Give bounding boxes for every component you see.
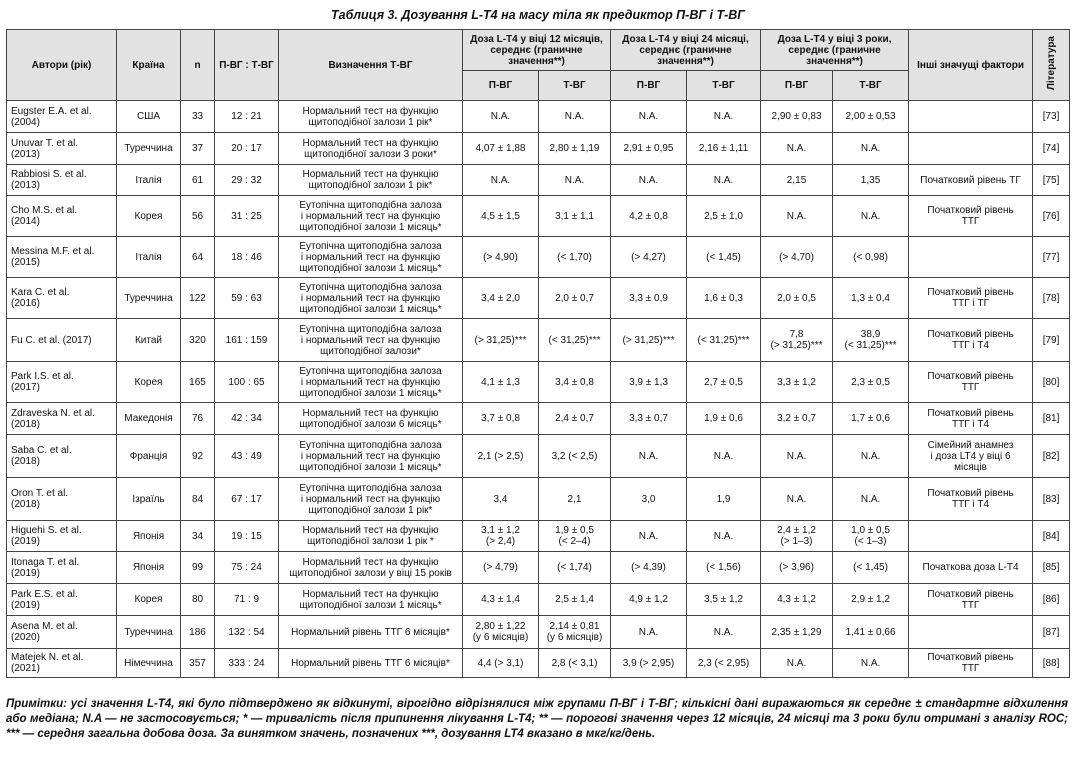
cell-author: Cho M.S. et al. (2014) — [7, 196, 117, 237]
cell-ratio: 42 : 34 — [215, 403, 279, 435]
cell-dose24-pvg: 4,2 ± 0,8 — [611, 196, 687, 237]
cell-dose12-tvg: 3,1 ± 1,1 — [539, 196, 611, 237]
header-pvg-24: П-ВГ — [611, 71, 687, 101]
cell-dose24-tvg: 1,9 — [687, 478, 761, 521]
cell-author: Asena M. et al. (2020) — [7, 616, 117, 649]
cell-country: Китай — [117, 319, 181, 362]
table-row — [7, 196, 1070, 237]
cell-literature: [87] — [1033, 616, 1070, 649]
table-row — [7, 649, 1070, 678]
cell-dose12-tvg: 1,9 ± 0,5 (< 2–4) — [539, 521, 611, 552]
cell-dose24-tvg: N.A. — [687, 521, 761, 552]
cell-country: Ізраїль — [117, 478, 181, 521]
cell-dose12-pvg: 4,4 (> 3,1) — [463, 649, 539, 678]
cell-other-factors: Початковий рівень ТГ — [909, 165, 1033, 196]
table-row — [7, 552, 1070, 584]
cell-author: Park I.S. et al. (2017) — [7, 362, 117, 403]
cell-dose24-pvg: 3,3 ± 0,7 — [611, 403, 687, 435]
cell-dose12-pvg: 4,07 ± 1,88 — [463, 133, 539, 165]
cell-ratio: 333 : 24 — [215, 649, 279, 678]
cell-dose12-tvg: (< 1,70) — [539, 237, 611, 278]
cell-ratio: 12 : 21 — [215, 101, 279, 133]
cell-dose3y-tvg: 1,41 ± 0,66 — [833, 616, 909, 649]
cell-other-factors — [909, 616, 1033, 649]
cell-n: 56 — [181, 196, 215, 237]
cell-dose3y-pvg: (> 4,70) — [761, 237, 833, 278]
cell-ratio: 67 : 17 — [215, 478, 279, 521]
cell-dose12-pvg: 3,4 — [463, 478, 539, 521]
cell-dose24-tvg: 2,3 (< 2,95) — [687, 649, 761, 678]
cell-other-factors — [909, 101, 1033, 133]
cell-definition: Еутопічна щитоподібна залоза і нормальний тест на функцію щитоподібної залози 1 рік* — [279, 478, 463, 521]
header-tvg-3y: Т-ВГ — [833, 71, 909, 101]
cell-dose12-pvg: 4,3 ± 1,4 — [463, 584, 539, 616]
table-body — [7, 101, 1070, 678]
cell-dose12-pvg: N.A. — [463, 101, 539, 133]
cell-n: 34 — [181, 521, 215, 552]
header-dose-24-months: Доза L-T4 у віці 24 місяці, середнє (граничне значення**) — [611, 30, 761, 71]
cell-country: Італія — [117, 237, 181, 278]
cell-other-factors: Початковий рівень ТТГ — [909, 196, 1033, 237]
cell-dose24-tvg: N.A. — [687, 165, 761, 196]
cell-dose24-tvg: (< 31,25)*** — [687, 319, 761, 362]
cell-definition: Еутопічна щитоподібна залоза і нормальний тест на функцію щитоподібної залози 1 місяць* — [279, 196, 463, 237]
cell-dose24-pvg: 4,9 ± 1,2 — [611, 584, 687, 616]
cell-dose24-tvg: 1,9 ± 0,6 — [687, 403, 761, 435]
cell-n: 165 — [181, 362, 215, 403]
cell-author: Rabbiosi S. et al. (2013) — [7, 165, 117, 196]
cell-country: Корея — [117, 362, 181, 403]
cell-n: 76 — [181, 403, 215, 435]
cell-ratio: 29 : 32 — [215, 165, 279, 196]
table-row — [7, 362, 1070, 403]
cell-dose12-tvg: 2,80 ± 1,19 — [539, 133, 611, 165]
cell-definition: Еутопічна щитоподібна залоза і нормальний тест на функцію щитоподібної залози 1 місяць* — [279, 362, 463, 403]
cell-dose24-tvg: (< 1,56) — [687, 552, 761, 584]
cell-country: Туреччина — [117, 278, 181, 319]
cell-n: 64 — [181, 237, 215, 278]
cell-dose3y-tvg: N.A. — [833, 478, 909, 521]
cell-dose3y-pvg: N.A. — [761, 435, 833, 478]
cell-definition: Нормальний рівень ТТГ 6 місяців* — [279, 649, 463, 678]
table-row — [7, 278, 1070, 319]
cell-dose3y-pvg: 7,8 (> 31,25)*** — [761, 319, 833, 362]
cell-dose24-pvg: 3,9 (> 2,95) — [611, 649, 687, 678]
cell-author: Park E.S. et al. (2019) — [7, 584, 117, 616]
cell-author: Zdraveska N. et al. (2018) — [7, 403, 117, 435]
cell-dose24-pvg: 3,3 ± 0,9 — [611, 278, 687, 319]
dosage-table — [6, 29, 1070, 678]
cell-other-factors: Початковий рівень ТТГ і ТГ — [909, 278, 1033, 319]
cell-dose3y-pvg: 2,4 ± 1,2 (> 1–3) — [761, 521, 833, 552]
cell-dose3y-pvg: 2,35 ± 1,29 — [761, 616, 833, 649]
cell-country: Німеччина — [117, 649, 181, 678]
cell-author: Higuehi S. et al. (2019) — [7, 521, 117, 552]
cell-n: 186 — [181, 616, 215, 649]
table-row — [7, 237, 1070, 278]
cell-literature: [82] — [1033, 435, 1070, 478]
cell-definition: Нормальний тест на функцію щитоподібної залози 1 місяць* — [279, 584, 463, 616]
cell-dose3y-pvg: N.A. — [761, 196, 833, 237]
cell-dose24-tvg: N.A. — [687, 435, 761, 478]
cell-dose24-tvg: N.A. — [687, 101, 761, 133]
cell-ratio: 132 : 54 — [215, 616, 279, 649]
table-row — [7, 435, 1070, 478]
cell-dose12-pvg: (> 4,79) — [463, 552, 539, 584]
cell-dose3y-pvg: (> 3,96) — [761, 552, 833, 584]
cell-ratio: 71 : 9 — [215, 584, 279, 616]
cell-other-factors: Початковий рівень ТТГ — [909, 584, 1033, 616]
header-definition: Визначення Т-ВГ — [279, 30, 463, 101]
table-row — [7, 101, 1070, 133]
cell-ratio: 75 : 24 — [215, 552, 279, 584]
cell-dose3y-tvg: 1,7 ± 0,6 — [833, 403, 909, 435]
cell-author: Fu C. et al. (2017) — [7, 319, 117, 362]
cell-dose3y-tvg: 1,0 ± 0,5 (< 1–3) — [833, 521, 909, 552]
table-row — [7, 521, 1070, 552]
cell-n: 99 — [181, 552, 215, 584]
cell-dose3y-tvg: N.A. — [833, 649, 909, 678]
cell-dose24-pvg: 2,91 ± 0,95 — [611, 133, 687, 165]
cell-definition: Нормальний тест на функцію щитоподібної залози у віці 15 років — [279, 552, 463, 584]
cell-ratio: 43 : 49 — [215, 435, 279, 478]
cell-n: 92 — [181, 435, 215, 478]
cell-n: 37 — [181, 133, 215, 165]
cell-country: Японія — [117, 552, 181, 584]
cell-n: 80 — [181, 584, 215, 616]
cell-ratio: 31 : 25 — [215, 196, 279, 237]
cell-dose24-pvg: N.A. — [611, 101, 687, 133]
header-authors: Автори (рік) — [7, 30, 117, 101]
cell-dose12-pvg: (> 4,90) — [463, 237, 539, 278]
cell-dose3y-tvg: (< 0,98) — [833, 237, 909, 278]
literature-label: Література — [1045, 36, 1057, 91]
cell-literature: [74] — [1033, 133, 1070, 165]
cell-other-factors: Початковий рівень ТТГ — [909, 362, 1033, 403]
cell-dose24-pvg: N.A. — [611, 165, 687, 196]
cell-author: Messina M.F. et al. (2015) — [7, 237, 117, 278]
cell-n: 357 — [181, 649, 215, 678]
cell-dose12-tvg: 2,14 ± 0,81 (у 6 місяців) — [539, 616, 611, 649]
cell-dose3y-pvg: 2,90 ± 0,83 — [761, 101, 833, 133]
cell-literature: [84] — [1033, 521, 1070, 552]
cell-dose24-tvg: 2,7 ± 0,5 — [687, 362, 761, 403]
cell-author: Oron T. et al. (2018) — [7, 478, 117, 521]
cell-dose3y-tvg: 2,9 ± 1,2 — [833, 584, 909, 616]
cell-other-factors: Початковий рівень ТТГ — [909, 649, 1033, 678]
cell-dose3y-tvg: 1,3 ± 0,4 — [833, 278, 909, 319]
cell-dose3y-pvg: 4,3 ± 1,2 — [761, 584, 833, 616]
cell-dose24-pvg: N.A. — [611, 435, 687, 478]
cell-definition: Нормальний рівень ТТГ 6 місяців* — [279, 616, 463, 649]
cell-dose12-tvg: 2,1 — [539, 478, 611, 521]
cell-other-factors — [909, 521, 1033, 552]
cell-dose3y-tvg: 38,9 (< 31,25)*** — [833, 319, 909, 362]
header-pvg-12: П-ВГ — [463, 71, 539, 101]
cell-dose12-tvg: 2,5 ± 1,4 — [539, 584, 611, 616]
table-row — [7, 478, 1070, 521]
cell-dose12-pvg: 2,1 (> 2,5) — [463, 435, 539, 478]
cell-definition: Нормальний тест на функцію щитоподібної залози 1 рік * — [279, 521, 463, 552]
cell-other-factors: Початковий рівень ТТГ і Т4 — [909, 403, 1033, 435]
cell-ratio: 19 : 15 — [215, 521, 279, 552]
cell-country: Македонія — [117, 403, 181, 435]
header-tvg-24: Т-ВГ — [687, 71, 761, 101]
header-dose-3-years: Доза L-T4 у віці 3 роки, середнє (граничне значення**) — [761, 30, 909, 71]
header-other-factors: Інші значущі фактори — [909, 30, 1033, 101]
cell-dose12-pvg: N.A. — [463, 165, 539, 196]
cell-definition: Нормальний тест на функцію щитоподібної залози 6 місяць* — [279, 403, 463, 435]
cell-literature: [80] — [1033, 362, 1070, 403]
cell-dose24-pvg: N.A. — [611, 521, 687, 552]
cell-country: США — [117, 101, 181, 133]
cell-dose12-tvg: 3,2 (< 2,5) — [539, 435, 611, 478]
cell-other-factors: Початковий рівень ТТГ і Т4 — [909, 478, 1033, 521]
table-row — [7, 584, 1070, 616]
cell-dose12-tvg: 2,4 ± 0,7 — [539, 403, 611, 435]
cell-ratio: 20 : 17 — [215, 133, 279, 165]
cell-dose12-pvg: 3,4 ± 2,0 — [463, 278, 539, 319]
table-row — [7, 403, 1070, 435]
table-row — [7, 165, 1070, 196]
cell-dose12-tvg: (< 1,74) — [539, 552, 611, 584]
cell-dose3y-pvg: 2,0 ± 0,5 — [761, 278, 833, 319]
cell-dose24-pvg: 3,9 ± 1,3 — [611, 362, 687, 403]
cell-other-factors — [909, 237, 1033, 278]
cell-definition: Нормальний тест на функцію щитоподібної залози 3 роки* — [279, 133, 463, 165]
cell-dose12-tvg: (< 31,25)*** — [539, 319, 611, 362]
cell-country: Корея — [117, 584, 181, 616]
table-caption: Таблиця 3. Дозування L-T4 на масу тіла як предиктор П-ВГ і Т-ВГ — [331, 8, 745, 22]
cell-dose12-pvg: 2,80 ± 1,22 (у 6 місяців) — [463, 616, 539, 649]
cell-dose12-tvg: N.A. — [539, 165, 611, 196]
cell-ratio: 100 : 65 — [215, 362, 279, 403]
cell-literature: [78] — [1033, 278, 1070, 319]
cell-literature: [79] — [1033, 319, 1070, 362]
cell-dose24-tvg: 2,16 ± 1,11 — [687, 133, 761, 165]
cell-n: 320 — [181, 319, 215, 362]
table-row — [7, 133, 1070, 165]
cell-dose24-pvg: 3,0 — [611, 478, 687, 521]
cell-other-factors: Сімейний анамнез і доза LT4 у віці 6 місяців — [909, 435, 1033, 478]
cell-country: Японія — [117, 521, 181, 552]
cell-n: 61 — [181, 165, 215, 196]
cell-dose24-tvg: 2,5 ± 1,0 — [687, 196, 761, 237]
cell-dose12-pvg: (> 31,25)*** — [463, 319, 539, 362]
cell-dose3y-pvg: N.A. — [761, 478, 833, 521]
cell-definition: Еутопічна щитоподібна залоза і нормальний тест на функцію щитоподібної залози 1 місяць* — [279, 435, 463, 478]
cell-dose3y-pvg: N.A. — [761, 133, 833, 165]
cell-literature: [81] — [1033, 403, 1070, 435]
cell-literature: [73] — [1033, 101, 1070, 133]
cell-definition: Еутопічна щитоподібна залоза і нормальний тест на функцію щитоподібної залози* — [279, 319, 463, 362]
cell-country: Корея — [117, 196, 181, 237]
cell-dose24-tvg: (< 1,45) — [687, 237, 761, 278]
cell-author: Saba C. et al. (2018) — [7, 435, 117, 478]
cell-dose3y-tvg: 2,3 ± 0,5 — [833, 362, 909, 403]
cell-dose12-tvg: 2,8 (< 3,1) — [539, 649, 611, 678]
cell-literature: [77] — [1033, 237, 1070, 278]
header-pvg-3y: П-ВГ — [761, 71, 833, 101]
table-notes: Примітки: усі значення L-T4, які було підтверджено як відкинуті, вірогідно відрізнялися між групами П-ВГ і Т-ВГ; кількісні дані виражаються як середнє ± стандартне відхилення або медіана; N.A — не застосовується; * — тривалість після припинення лікування L-T4; ** — порогові значення через 12 місяців, 24 місяці та 3 роки були отримані з аналізу ROC; *** — середня загальна добова доза. За винятком значень, позначених ***, дозування LT4 вказано в мкг/кг/день. — [6, 698, 1068, 740]
cell-author: Itonaga T. et al. (2019) — [7, 552, 117, 584]
cell-dose24-pvg: (> 4,27) — [611, 237, 687, 278]
cell-dose24-tvg: N.A. — [687, 616, 761, 649]
cell-country: Франція — [117, 435, 181, 478]
header-dose-12-months: Доза L-T4 у віці 12 місяців, середнє (граничне значення**) — [463, 30, 611, 71]
cell-dose24-pvg: (> 31,25)*** — [611, 319, 687, 362]
cell-definition: Нормальний тест на функцію щитоподібної залози 1 рік* — [279, 101, 463, 133]
cell-literature: [75] — [1033, 165, 1070, 196]
cell-ratio: 161 : 159 — [215, 319, 279, 362]
cell-dose3y-pvg: 3,2 ± 0,7 — [761, 403, 833, 435]
header-ratio: П-ВГ : Т-ВГ — [215, 30, 279, 101]
cell-ratio: 18 : 46 — [215, 237, 279, 278]
cell-ratio: 59 : 63 — [215, 278, 279, 319]
cell-author: Matejek N. et al. (2021) — [7, 649, 117, 678]
cell-dose24-tvg: 3,5 ± 1,2 — [687, 584, 761, 616]
cell-dose3y-tvg: N.A. — [833, 196, 909, 237]
cell-dose3y-tvg: N.A. — [833, 133, 909, 165]
cell-country: Туреччина — [117, 616, 181, 649]
cell-dose3y-tvg: 2,00 ± 0,53 — [833, 101, 909, 133]
cell-dose12-pvg: 3,1 ± 1,2 (> 2,4) — [463, 521, 539, 552]
header-n: n — [181, 30, 215, 101]
cell-literature: [88] — [1033, 649, 1070, 678]
table-row — [7, 616, 1070, 649]
cell-country: Італія — [117, 165, 181, 196]
cell-author: Eugster E.A. et al. (2004) — [7, 101, 117, 133]
cell-definition: Еутопічна щитоподібна залоза і нормальний тест на функцію щитоподібної залози 1 місяць* — [279, 237, 463, 278]
cell-dose12-tvg: 3,4 ± 0,8 — [539, 362, 611, 403]
cell-country: Туреччина — [117, 133, 181, 165]
cell-dose3y-tvg: 1,35 — [833, 165, 909, 196]
cell-dose3y-pvg: N.A. — [761, 649, 833, 678]
cell-literature: [86] — [1033, 584, 1070, 616]
cell-dose3y-pvg: 3,3 ± 1,2 — [761, 362, 833, 403]
cell-dose3y-tvg: N.A. — [833, 435, 909, 478]
cell-literature: [83] — [1033, 478, 1070, 521]
cell-n: 84 — [181, 478, 215, 521]
cell-dose24-pvg: (> 4,39) — [611, 552, 687, 584]
cell-literature: [76] — [1033, 196, 1070, 237]
cell-dose24-pvg: N.A. — [611, 616, 687, 649]
cell-n: 122 — [181, 278, 215, 319]
cell-author: Kara C. et al. (2016) — [7, 278, 117, 319]
table-row — [7, 319, 1070, 362]
header-tvg-12: Т-ВГ — [539, 71, 611, 101]
cell-n: 33 — [181, 101, 215, 133]
cell-author: Unuvar T. et al. (2013) — [7, 133, 117, 165]
cell-definition: Нормальний тест на функцію щитоподібної залози 1 рік* — [279, 165, 463, 196]
cell-other-factors: Початкова доза L-T4 — [909, 552, 1033, 584]
cell-dose3y-tvg: (< 1,45) — [833, 552, 909, 584]
header-country: Країна — [117, 30, 181, 101]
header-literature — [1033, 30, 1070, 101]
cell-dose12-tvg: 2,0 ± 0,7 — [539, 278, 611, 319]
cell-dose12-pvg: 3,7 ± 0,8 — [463, 403, 539, 435]
cell-literature: [85] — [1033, 552, 1070, 584]
cell-other-factors: Початковий рівень ТТГ і Т4 — [909, 319, 1033, 362]
cell-dose3y-pvg: 2,15 — [761, 165, 833, 196]
cell-dose12-pvg: 4,5 ± 1,5 — [463, 196, 539, 237]
cell-definition: Еутопічна щитоподібна залоза і нормальний тест на функцію щитоподібної залози 1 місяць* — [279, 278, 463, 319]
cell-other-factors — [909, 133, 1033, 165]
cell-dose12-pvg: 4,1 ± 1,3 — [463, 362, 539, 403]
cell-dose24-tvg: 1,6 ± 0,3 — [687, 278, 761, 319]
cell-dose12-tvg: N.A. — [539, 101, 611, 133]
